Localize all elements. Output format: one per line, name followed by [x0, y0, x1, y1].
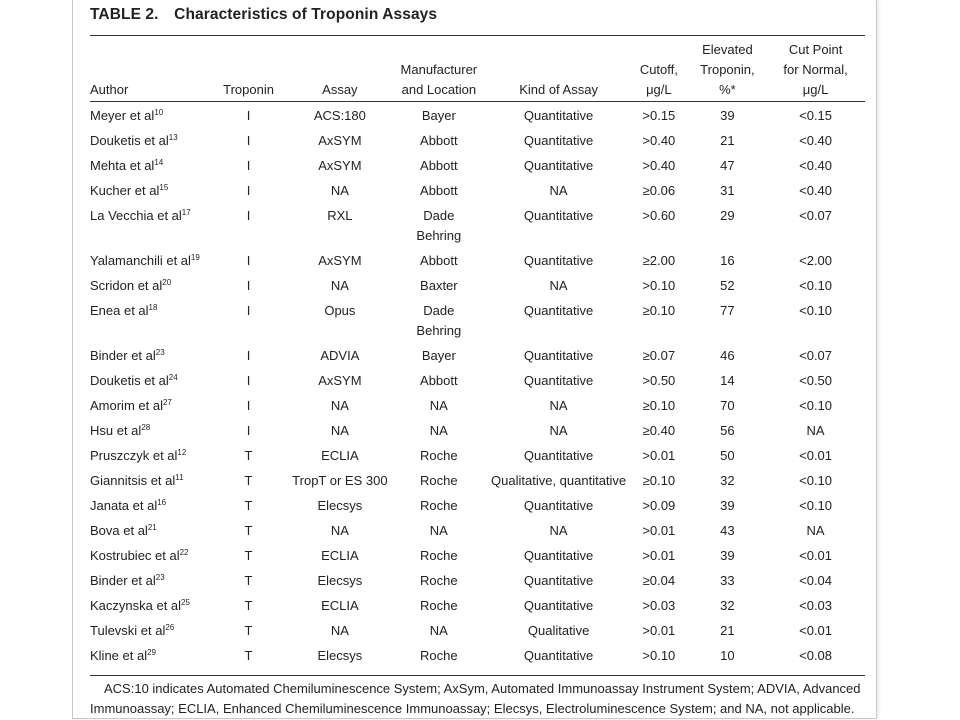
cell-cutpoint: <0.40 — [799, 133, 833, 148]
header-cutpoint-line2: for Normal, — [783, 62, 848, 77]
cell-cutpoint: <0.01 — [799, 623, 833, 638]
cell-cutoff: >0.01 — [642, 548, 676, 563]
cell-mfr — [390, 156, 489, 181]
cell-author — [90, 546, 207, 571]
reference-number: 27 — [162, 398, 172, 407]
cell-troponin: T — [244, 648, 253, 663]
author-name: Giannitsis et al — [90, 473, 176, 488]
cell-assay: ACS:180 — [313, 108, 366, 123]
cell-mfr — [390, 276, 489, 301]
cell-assay: NA — [330, 423, 349, 438]
cell-cutoff: >0.01 — [642, 523, 676, 538]
manufacturer-line: Behring — [416, 228, 462, 243]
table-body — [90, 103, 865, 671]
cell-troponin: I — [246, 108, 251, 123]
reference-number: 23 — [155, 348, 165, 357]
cell-cutoff: ≥0.10 — [642, 398, 676, 413]
cell-elevated: 47 — [720, 158, 735, 173]
reference-number: 21 — [147, 523, 157, 532]
header-assay: Assay — [322, 82, 358, 97]
cell-troponin: T — [244, 573, 253, 588]
reference-number: 19 — [190, 253, 200, 262]
author-name: Kline et al — [90, 648, 148, 663]
cell-assay: NA — [330, 183, 349, 198]
table-row — [90, 596, 865, 621]
manufacturer-line: Roche — [420, 598, 458, 613]
cell-troponin: I — [246, 303, 251, 318]
cell-troponin: T — [244, 498, 253, 513]
cell-elevated: 32 — [720, 473, 735, 488]
cell-troponin: I — [246, 398, 251, 413]
cell-kind: NA — [549, 523, 568, 538]
manufacturer-line: Roche — [420, 498, 458, 513]
cell-author — [90, 206, 207, 251]
cell-elevated: 77 — [720, 303, 735, 318]
cell-cutoff: >0.01 — [642, 623, 676, 638]
manufacturer-line: Roche — [420, 448, 458, 463]
cell-cutpoint: <0.04 — [799, 573, 833, 588]
header-cutpoint — [766, 38, 865, 103]
cell-author — [90, 181, 207, 206]
cell-troponin: T — [244, 523, 253, 538]
cell-assay: Elecsys — [317, 573, 363, 588]
cell-assay: ADVIA — [320, 348, 360, 363]
manufacturer-line: NA — [429, 398, 448, 413]
cell-mfr — [390, 421, 489, 446]
header-cutpoint-line3: μg/L — [802, 82, 829, 97]
reference-number: 17 — [181, 208, 191, 217]
cell-mfr — [390, 571, 489, 596]
cell-author — [90, 446, 207, 471]
table-row — [90, 251, 865, 276]
cell-cutpoint: <0.07 — [799, 208, 833, 223]
cell-elevated: 21 — [720, 623, 735, 638]
reference-number: 29 — [147, 648, 156, 657]
cell-mfr — [390, 181, 489, 206]
cell-author — [90, 421, 207, 446]
header-manufacturer-line2: and Location — [401, 82, 477, 97]
cell-kind: NA — [549, 398, 568, 413]
cell-assay: TropT or ES 300 — [292, 473, 388, 488]
header-cutoff-line2: μg/L — [646, 82, 672, 97]
author-name: La Vecchia et al — [90, 208, 182, 223]
table-row — [90, 471, 865, 496]
author-name: Pruszczyk et al — [90, 448, 178, 463]
cell-troponin: T — [244, 623, 253, 638]
header-cutoff — [629, 38, 689, 103]
cell-mfr — [390, 371, 489, 396]
header-cutoff-line1: Cutoff, — [639, 62, 678, 77]
cell-cutoff: >0.10 — [642, 278, 676, 293]
cell-author — [90, 276, 207, 301]
author-name: Binder et al — [90, 348, 156, 363]
cell-assay: NA — [330, 398, 349, 413]
cell-kind: Quantitative — [523, 573, 594, 588]
cell-author — [90, 496, 207, 521]
cell-assay: Elecsys — [317, 648, 363, 663]
cell-mfr — [390, 521, 489, 546]
header-cutpoint-line1: Cut Point — [788, 42, 843, 57]
header-elevated — [689, 38, 767, 103]
manufacturer-line: Abbott — [420, 158, 458, 173]
author-name: Scridon et al — [90, 278, 163, 293]
cell-author — [90, 646, 207, 671]
cell-cutoff: ≥0.40 — [642, 423, 676, 438]
author-name: Douketis et al — [90, 133, 169, 148]
cell-assay: Opus — [324, 303, 356, 318]
cell-elevated: 29 — [720, 208, 735, 223]
author-name: Enea et al — [90, 303, 149, 318]
cell-elevated: 52 — [720, 278, 735, 293]
cell-kind: Quantitative — [523, 303, 594, 318]
header-elevated-line2: Troponin, %* — [700, 62, 755, 97]
cell-cutpoint: <0.10 — [799, 473, 833, 488]
cell-troponin: I — [246, 253, 251, 268]
cell-cutoff: >0.03 — [642, 598, 676, 613]
table-row — [90, 131, 865, 156]
cell-cutoff: >0.50 — [642, 373, 676, 388]
manufacturer-line: Roche — [420, 473, 458, 488]
table-row — [90, 181, 865, 206]
reference-number: 25 — [181, 598, 190, 607]
cell-assay: NA — [330, 278, 349, 293]
author-name: Kucher et al — [90, 183, 160, 198]
reference-number: 24 — [168, 373, 178, 382]
cell-elevated: 70 — [720, 398, 735, 413]
troponin-assays-table — [90, 38, 865, 671]
cell-author — [90, 571, 207, 596]
author-name: Tulevski et al — [90, 623, 166, 638]
cell-cutpoint: <0.10 — [799, 303, 833, 318]
cell-mfr — [390, 621, 489, 646]
header-elevated-line1: Elevated — [702, 42, 753, 57]
manufacturer-line: Roche — [420, 548, 458, 563]
cell-cutoff: ≥0.04 — [642, 573, 676, 588]
reference-number: 11 — [175, 473, 184, 482]
cell-elevated: 16 — [720, 253, 735, 268]
cell-kind: Quantitative — [523, 208, 594, 223]
cell-mfr — [390, 103, 489, 131]
table-row — [90, 103, 865, 131]
cell-kind: Quantitative — [523, 348, 594, 363]
table-row — [90, 276, 865, 301]
document-panel — [72, 0, 877, 719]
table-row — [90, 206, 865, 251]
cell-cutoff: ≥2.00 — [642, 253, 676, 268]
cell-cutoff: >0.10 — [642, 648, 676, 663]
manufacturer-line: Bayer — [421, 348, 456, 363]
cell-assay: NA — [330, 623, 349, 638]
table-row — [90, 621, 865, 646]
cell-kind: Quantitative — [523, 133, 594, 148]
cell-author — [90, 156, 207, 181]
manufacturer-line: Abbott — [420, 253, 458, 268]
author-name: Mehta et al — [90, 158, 155, 173]
cell-assay: Elecsys — [317, 498, 363, 513]
cell-assay: AxSYM — [318, 133, 362, 148]
cell-author — [90, 103, 207, 131]
manufacturer-line: Abbott — [420, 133, 458, 148]
manufacturer-line: Bayer — [421, 108, 456, 123]
cell-cutpoint: <0.03 — [799, 598, 833, 613]
cell-kind: NA — [549, 183, 568, 198]
reference-number: 10 — [154, 108, 164, 117]
cell-mfr — [390, 251, 489, 276]
cell-author — [90, 371, 207, 396]
cell-cutoff: >0.09 — [642, 498, 676, 513]
cell-troponin: I — [246, 278, 251, 293]
cell-kind: Quantitative — [523, 253, 594, 268]
cell-cutoff: >0.01 — [642, 448, 676, 463]
table-title: TABLE 2. Characteristics of Troponin Assays — [90, 6, 438, 23]
cell-cutpoint: <0.50 — [799, 373, 833, 388]
cell-elevated: 50 — [720, 448, 735, 463]
cell-elevated: 32 — [720, 598, 735, 613]
cell-mfr — [390, 301, 489, 346]
cell-mfr — [390, 396, 489, 421]
manufacturer-line: Behring — [416, 323, 462, 338]
reference-number: 28 — [141, 423, 151, 432]
table-footnote: ACS:10 indicates Automated Chemiluminescence System; AxSym, Automated Immunoassay Instrument System; ADVIA, Advanced Immunoassay; ECLIA, Enhanced Chemiluminescence Immunoassay; Elecsys, Electroluminescence System; and NA, not applicable. — [90, 681, 861, 716]
manufacturer-line: Dade — [423, 208, 455, 223]
cell-kind: Quantitative — [523, 158, 594, 173]
cell-elevated: 21 — [720, 133, 735, 148]
header-author: Author — [90, 82, 129, 97]
cell-troponin: I — [246, 183, 251, 198]
author-name: Yalamanchili et al — [90, 253, 191, 268]
bottom-rule — [90, 675, 865, 676]
cell-author — [90, 251, 207, 276]
author-name: Hsu et al — [90, 423, 142, 438]
cell-author — [90, 521, 207, 546]
reference-number: 12 — [177, 448, 187, 457]
author-name: Kaczynska et al — [90, 598, 182, 613]
cell-author — [90, 346, 207, 371]
table-row — [90, 301, 865, 346]
author-name: Douketis et al — [90, 373, 169, 388]
cell-assay: AxSYM — [318, 373, 362, 388]
table-row — [90, 421, 865, 446]
reference-number: 22 — [179, 548, 189, 557]
cell-kind: Quantitative — [523, 448, 594, 463]
cell-kind: Qualitative, quantitative — [491, 473, 627, 488]
cell-troponin: I — [246, 423, 251, 438]
cell-kind: Quantitative — [523, 108, 594, 123]
manufacturer-line: Dade — [423, 303, 455, 318]
cell-author — [90, 471, 207, 496]
author-name: Amorim et al — [90, 398, 163, 413]
cell-elevated: 33 — [720, 573, 735, 588]
cell-mfr — [390, 346, 489, 371]
cell-author — [90, 596, 207, 621]
cell-assay: ECLIA — [321, 448, 359, 463]
manufacturer-line: NA — [429, 623, 448, 638]
cell-kind: Qualitative — [527, 623, 590, 638]
cell-cutpoint: NA — [806, 523, 825, 538]
header-manufacturer — [390, 38, 489, 103]
cell-mfr — [390, 596, 489, 621]
cell-elevated: 39 — [720, 548, 735, 563]
cell-cutoff: ≥0.10 — [642, 303, 676, 318]
cell-elevated: 39 — [720, 498, 735, 513]
cell-cutpoint: <0.10 — [799, 278, 833, 293]
cell-assay: RXL — [327, 208, 353, 223]
header-row — [90, 38, 865, 103]
cell-troponin: T — [244, 448, 253, 463]
cell-troponin: T — [244, 548, 253, 563]
cell-kind: Quantitative — [523, 548, 594, 563]
reference-number: 14 — [154, 158, 164, 167]
cell-cutoff: ≥0.07 — [642, 348, 676, 363]
table-row — [90, 446, 865, 471]
manufacturer-line: NA — [429, 423, 448, 438]
cell-cutpoint: <2.00 — [799, 253, 833, 268]
cell-kind: NA — [549, 423, 568, 438]
cell-cutoff: >0.40 — [642, 158, 676, 173]
header-kind: Kind of Assay — [519, 82, 598, 97]
reference-number: 26 — [165, 623, 175, 632]
cell-elevated: 10 — [720, 648, 735, 663]
cell-troponin: T — [244, 473, 253, 488]
cell-cutpoint: <0.15 — [799, 108, 833, 123]
reference-number: 15 — [159, 183, 169, 192]
author-name: Janata et al — [90, 498, 158, 513]
cell-mfr — [390, 646, 489, 671]
cell-troponin: I — [246, 158, 251, 173]
table-row — [90, 346, 865, 371]
cell-author — [90, 301, 207, 346]
manufacturer-line: Roche — [420, 648, 458, 663]
author-name: Bova et al — [90, 523, 148, 538]
cell-cutpoint: <0.01 — [799, 548, 833, 563]
cell-troponin: I — [246, 373, 251, 388]
cell-assay: NA — [330, 523, 349, 538]
cell-troponin: T — [244, 598, 253, 613]
cell-mfr — [390, 496, 489, 521]
cell-mfr — [390, 471, 489, 496]
author-name: Meyer et al — [90, 108, 155, 123]
cell-cutoff: ≥0.10 — [642, 473, 676, 488]
cell-elevated: 14 — [720, 373, 735, 388]
cell-kind: Quantitative — [523, 648, 594, 663]
top-rule — [90, 35, 865, 36]
manufacturer-line: Abbott — [420, 373, 458, 388]
cell-cutpoint: <0.10 — [799, 498, 833, 513]
header-troponin: Troponin — [223, 82, 274, 97]
manufacturer-line: NA — [429, 523, 448, 538]
cell-mfr — [390, 546, 489, 571]
cell-cutpoint: NA — [806, 423, 825, 438]
table-row — [90, 571, 865, 596]
reference-number: 13 — [168, 133, 178, 142]
reference-number: 23 — [155, 573, 165, 582]
reference-number: 18 — [148, 303, 158, 312]
table-header — [90, 38, 865, 103]
author-name: Kostrubiec et al — [90, 548, 180, 563]
cell-troponin: I — [246, 348, 251, 363]
cell-author — [90, 131, 207, 156]
cell-assay: ECLIA — [321, 548, 359, 563]
cell-elevated: 46 — [720, 348, 735, 363]
reference-number: 20 — [162, 278, 172, 287]
cell-kind: Quantitative — [523, 598, 594, 613]
cell-author — [90, 396, 207, 421]
cell-cutoff: >0.15 — [642, 108, 676, 123]
cell-mfr — [390, 131, 489, 156]
author-name: Binder et al — [90, 573, 156, 588]
cell-troponin: I — [246, 133, 251, 148]
cell-cutpoint: <0.40 — [799, 158, 833, 173]
cell-kind: Quantitative — [523, 373, 594, 388]
cell-cutpoint: <0.08 — [799, 648, 833, 663]
cell-assay: AxSYM — [318, 253, 362, 268]
cell-elevated: 56 — [720, 423, 735, 438]
table-row — [90, 371, 865, 396]
table-row — [90, 156, 865, 181]
cell-cutoff: >0.60 — [642, 208, 676, 223]
table-row — [90, 496, 865, 521]
cell-cutpoint: <0.07 — [799, 348, 833, 363]
cell-cutoff: >0.40 — [642, 133, 676, 148]
table-row — [90, 546, 865, 571]
cell-kind: Quantitative — [523, 498, 594, 513]
table-row — [90, 396, 865, 421]
cell-cutpoint: <0.10 — [799, 398, 833, 413]
cell-assay: ECLIA — [321, 598, 359, 613]
cell-author — [90, 621, 207, 646]
cell-elevated: 31 — [720, 183, 735, 198]
cell-mfr — [390, 206, 489, 251]
cell-elevated: 39 — [720, 108, 735, 123]
cell-cutoff: ≥0.06 — [642, 183, 676, 198]
table-row — [90, 521, 865, 546]
cell-elevated: 43 — [720, 523, 735, 538]
cell-mfr — [390, 446, 489, 471]
cell-assay: AxSYM — [318, 158, 362, 173]
table-row — [90, 646, 865, 671]
reference-number: 16 — [157, 498, 167, 507]
manufacturer-line: Abbott — [420, 183, 458, 198]
cell-cutpoint: <0.01 — [799, 448, 833, 463]
cell-kind: NA — [549, 278, 568, 293]
manufacturer-line: Roche — [420, 573, 458, 588]
header-manufacturer-line1: Manufacturer — [400, 62, 478, 77]
cell-troponin: I — [246, 208, 251, 223]
manufacturer-line: Baxter — [420, 278, 458, 293]
cell-cutpoint: <0.40 — [799, 183, 833, 198]
